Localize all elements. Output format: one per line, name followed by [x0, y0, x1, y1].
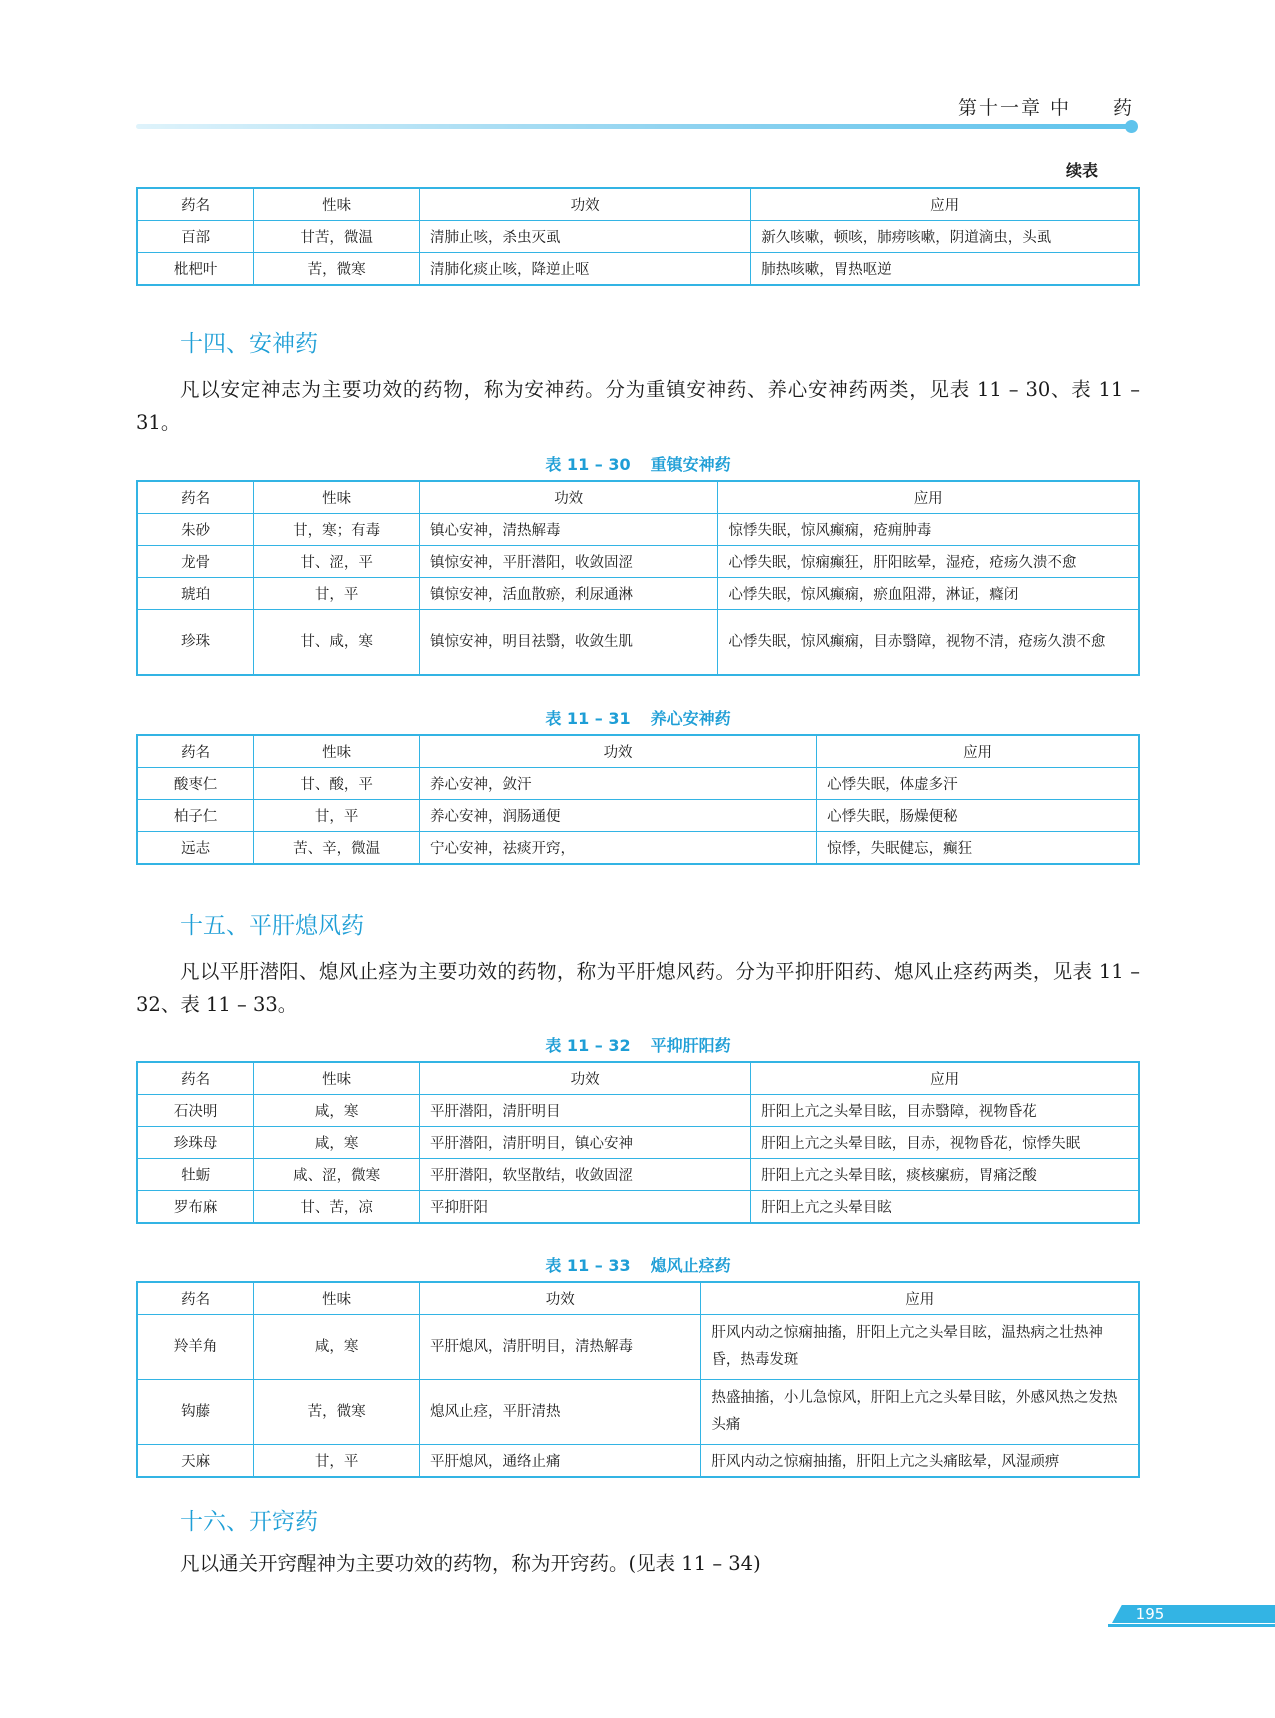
drug-effect: 平肝潜阳，清肝明目，镇心安神	[420, 1127, 751, 1159]
drug-name: 琥珀	[137, 578, 254, 610]
col-header-effect: 功效	[420, 1062, 751, 1095]
drug-nature: 甘、酸，平	[254, 768, 420, 800]
col-header-effect: 功效	[420, 188, 751, 221]
table-title: 熄风止痉药	[650, 1256, 731, 1275]
drug-application: 肝阳上亢之头晕目眩，目赤翳障，视物昏花	[751, 1095, 1139, 1127]
table-number: 表 11 – 32	[545, 1036, 631, 1055]
table-number: 表 11 – 33	[545, 1256, 631, 1275]
header-dot	[1125, 120, 1138, 133]
drug-name: 钩藤	[137, 1380, 254, 1445]
col-header-name: 药名	[137, 735, 254, 768]
table-continued	[136, 187, 1140, 286]
section-heading-14: 十四、安神药	[180, 331, 318, 357]
table-row	[137, 578, 1139, 610]
drug-effect: 清肺止咳，杀虫灭虱	[420, 221, 751, 253]
chapter-header: 第十一章 中 药	[958, 97, 1135, 119]
drug-application: 新久咳嗽，顿咳，肺痨咳嗽，阴道滴虫，头虱	[751, 221, 1139, 253]
drug-name: 牡蛎	[137, 1159, 254, 1191]
drug-application: 肝阳上亢之头晕目眩	[751, 1191, 1139, 1224]
drug-effect: 镇惊安神，明目祛翳，收敛生肌	[420, 610, 718, 676]
drug-name: 朱砂	[137, 514, 254, 546]
drug-nature: 咸，寒	[254, 1095, 420, 1127]
drug-effect: 平肝潜阳，清肝明目	[420, 1095, 751, 1127]
section-heading-15: 十五、平肝熄风药	[180, 913, 364, 939]
table-row	[137, 1315, 1139, 1380]
drug-nature: 甘，平	[254, 800, 420, 832]
drug-nature: 咸、涩，微寒	[254, 1159, 420, 1191]
col-header-name: 药名	[137, 188, 254, 221]
drug-application: 惊悸，失眠健忘，癫狂	[817, 832, 1139, 865]
drug-effect: 平抑肝阳	[420, 1191, 751, 1224]
drug-name: 枇杷叶	[137, 253, 254, 286]
drug-effect: 养心安神，敛汗	[420, 768, 817, 800]
col-header-name: 药名	[137, 1062, 254, 1095]
table-row	[137, 610, 1139, 676]
drug-effect: 养心安神，润肠通便	[420, 800, 817, 832]
drug-nature: 甘，平	[254, 1445, 420, 1478]
drug-application: 肝风内动之惊痫抽搐，肝阳上亢之头晕目眩，温热病之壮热神昏，热毒发斑	[701, 1315, 1139, 1380]
col-header-nature: 性味	[254, 481, 420, 514]
table-row	[137, 1159, 1139, 1191]
drug-name: 龙骨	[137, 546, 254, 578]
table-title: 平抑肝阳药	[650, 1036, 731, 1055]
drug-name: 羚羊角	[137, 1315, 254, 1380]
section-heading-16: 十六、开窍药	[180, 1509, 318, 1535]
table-number: 表 11 – 31	[545, 709, 631, 728]
table-row	[137, 253, 1139, 286]
drug-application: 心悸失眠，惊风癫痫，目赤翳障，视物不清，疮疡久溃不愈	[718, 610, 1139, 676]
col-header-application: 应用	[751, 188, 1139, 221]
table-row	[137, 546, 1139, 578]
col-header-name: 药名	[137, 1282, 254, 1315]
table-11-32	[136, 1061, 1140, 1224]
drug-nature: 甘，寒；有毒	[254, 514, 420, 546]
table-11-30	[136, 480, 1140, 676]
drug-nature: 甘苦，微温	[254, 221, 420, 253]
page-tab-underline	[1108, 1624, 1275, 1627]
table-row	[137, 768, 1139, 800]
drug-nature: 苦、辛，微温	[254, 832, 420, 865]
col-header-application: 应用	[817, 735, 1139, 768]
drug-name: 石决明	[137, 1095, 254, 1127]
drug-application: 心悸失眠，体虚多汗	[817, 768, 1139, 800]
header-rule	[136, 124, 1132, 129]
section-paragraph-14: 凡以安定神志为主要功效的药物，称为安神药。分为重镇安神药、养心安神药两类，见表 11 – 30、表 11 – 31。	[136, 378, 1140, 434]
drug-name: 珍珠母	[137, 1127, 254, 1159]
drug-application: 热盛抽搐，小儿急惊风，肝阳上亢之头晕目眩，外感风热之发热头痛	[701, 1380, 1139, 1445]
table-row	[137, 1191, 1139, 1224]
drug-nature: 咸，寒	[254, 1127, 420, 1159]
table-caption-11-33	[136, 1253, 1140, 1276]
table-11-31	[136, 734, 1140, 865]
drug-application: 心悸失眠，惊痫癫狂，肝阳眩晕，湿疮，疮疡久溃不愈	[718, 546, 1139, 578]
table-title: 养心安神药	[650, 709, 731, 728]
drug-name: 柏子仁	[137, 800, 254, 832]
table-title: 重镇安神药	[650, 455, 731, 474]
col-header-nature: 性味	[254, 1062, 420, 1095]
table-row	[137, 514, 1139, 546]
page-number: 195	[1135, 1605, 1165, 1623]
table-caption-11-30	[136, 452, 1140, 475]
col-header-nature: 性味	[254, 1282, 420, 1315]
drug-effect: 平肝潜阳，软坚散结，收敛固涩	[420, 1159, 751, 1191]
drug-nature: 甘、涩，平	[254, 546, 420, 578]
col-header-effect: 功效	[420, 1282, 701, 1315]
table-row	[137, 1445, 1139, 1478]
col-header-nature: 性味	[254, 188, 420, 221]
col-header-application: 应用	[701, 1282, 1139, 1315]
drug-name: 罗布麻	[137, 1191, 254, 1224]
col-header-effect: 功效	[420, 481, 718, 514]
drug-nature: 甘、咸，寒	[254, 610, 420, 676]
table-header-row	[137, 1282, 1139, 1315]
drug-name: 天麻	[137, 1445, 254, 1478]
continued-label: 续表	[1066, 161, 1099, 180]
drug-effect: 平肝熄风，通络止痛	[420, 1445, 701, 1478]
drug-name: 远志	[137, 832, 254, 865]
drug-effect: 平肝熄风，清肝明目，清热解毒	[420, 1315, 701, 1380]
drug-nature: 甘，平	[254, 578, 420, 610]
table-row	[137, 1380, 1139, 1445]
table-row	[137, 800, 1139, 832]
table-caption-11-31	[136, 706, 1140, 729]
drug-application: 惊悸失眠，惊风癫痫，疮痈肿毒	[718, 514, 1139, 546]
drug-effect: 熄风止痉，平肝清热	[420, 1380, 701, 1445]
table-row	[137, 221, 1139, 253]
drug-effect: 镇惊安神，活血散瘀，利尿通淋	[420, 578, 718, 610]
table-header-row	[137, 188, 1139, 221]
table-row	[137, 1095, 1139, 1127]
table-caption-11-32	[136, 1033, 1140, 1056]
drug-name: 酸枣仁	[137, 768, 254, 800]
drug-application: 肝阳上亢之头晕目眩，目赤，视物昏花，惊悸失眠	[751, 1127, 1139, 1159]
drug-nature: 苦，微寒	[254, 253, 420, 286]
drug-name: 珍珠	[137, 610, 254, 676]
drug-application: 心悸失眠，肠燥便秘	[817, 800, 1139, 832]
drug-application: 肝风内动之惊痫抽搐，肝阳上亢之头痛眩晕，风湿顽痹	[701, 1445, 1139, 1478]
section-paragraph-16: 凡以通关开窍醒神为主要功效的药物，称为开窍药。(见表 11 – 34)	[180, 1552, 761, 1575]
drug-nature: 苦，微寒	[254, 1380, 420, 1445]
table-row	[137, 832, 1139, 865]
drug-effect: 镇惊安神，平肝潜阳，收敛固涩	[420, 546, 718, 578]
drug-effect: 宁心安神，祛痰开窍，	[420, 832, 817, 865]
col-header-application: 应用	[751, 1062, 1139, 1095]
drug-effect: 镇心安神，清热解毒	[420, 514, 718, 546]
drug-nature: 甘、苦，凉	[254, 1191, 420, 1224]
col-header-effect: 功效	[420, 735, 817, 768]
col-header-nature: 性味	[254, 735, 420, 768]
table-number: 表 11 – 30	[545, 455, 631, 474]
drug-nature: 咸，寒	[254, 1315, 420, 1380]
table-header-row	[137, 481, 1139, 514]
drug-name: 百部	[137, 221, 254, 253]
table-row	[137, 1127, 1139, 1159]
table-header-row	[137, 1062, 1139, 1095]
table-11-33	[136, 1281, 1140, 1478]
drug-application: 心悸失眠，惊风癫痫，瘀血阻滞，淋证，癃闭	[718, 578, 1139, 610]
table-header-row	[137, 735, 1139, 768]
drug-application: 肺热咳嗽，胃热呕逆	[751, 253, 1139, 286]
drug-effect: 清肺化痰止咳，降逆止呕	[420, 253, 751, 286]
col-header-name: 药名	[137, 481, 254, 514]
section-paragraph-15: 凡以平肝潜阳、熄风止痉为主要功效的药物，称为平肝熄风药。分为平抑肝阳药、熄风止痉药两类，见表 11 – 32、表 11 – 33。	[136, 960, 1140, 1016]
drug-application: 肝阳上亢之头晕目眩，痰核瘰疬，胃痛泛酸	[751, 1159, 1139, 1191]
col-header-application: 应用	[718, 481, 1139, 514]
